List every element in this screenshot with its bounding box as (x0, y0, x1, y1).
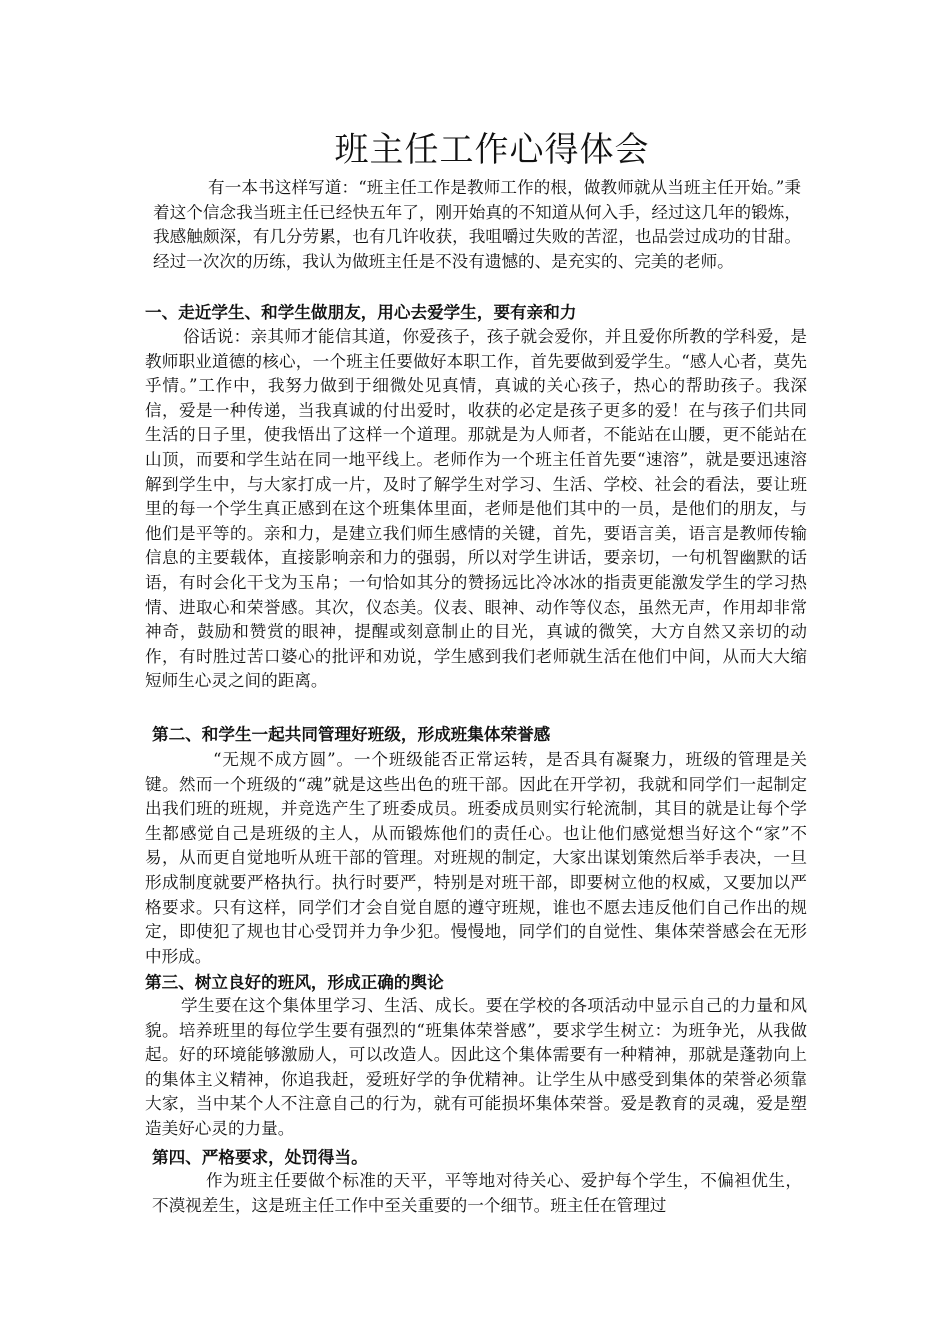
document-title: 班主任工作心得体会 (334, 130, 650, 170)
section-3-heading: 第三、树立良好的班风，形成正确的舆论 (145, 972, 444, 992)
section-1-text: 俗话说：亲其师才能信其道，你爱孩子，孩子就会爱你，并且爱你所教的学科爱，是教师职业道德的核心，一个班主任要做好本职工作，首先要做到爱学生。“感人心者，莫先乎情。”工作中，我努力做到于细微处见真情，真诚的关心孩子，热心的帮助孩子。我深信，爱是一种传递，当我真诚的付出爱时，收获的必定是孩子更多的爱！在与孩子们共同生活的日子里，使我悟出了这样一个道理。那就是为人师者，不能站在山腰，更不能站在山顶，而要和学生站在同一地平线上。老师作为一个班主任首先要“速溶”，就是要迅速溶解到学生中，与大家打成一片，及时了解学生对学习、生活、学校、社会的看法，要让班里的每一个学生真正感到在这个班集体里面，老师是他们其中的一员，是他们的朋友，与他们是平等的。亲和力，是建立我们师生感情的关键，首先，要语言美，语言是教师传输信息的主要载体，直接影响亲和力的强弱，所以对学生讲话，要亲切，一句机智幽默的话语，有时会化干戈为玉帛；一句恰如其分的赞扬远比冷冰冰的指责更能激发学生的学习热情、进取心和荣誉感。其次，仪态美。仪表、眼神、动作等仪态，虽然无声，作用却非常神奇，鼓励和赞赏的眼神，提醒或刻意制止的目光，真诚的微笑，大方自然又亲切的动作，有时胜过苦口婆心的批评和劝说，学生感到我们老师就生活在他们中间，从而大大缩短师生心灵之间的距离。 (145, 327, 807, 691)
section-2-text: “无规不成方圆”。一个班级能否正常运转，是否具有凝聚力，班级的管理是关键。然而一个班级的“魂”就是这些出色的班干部。因此在开学初，我就和同学们一起制定出我们班的班规，并竞选产生了班委成员。班委成员则实行轮流制，其目的就是让每个学生都感觉自己是班级的主人，从而锻炼他们的责任心。也让他们感觉想当好这个“家”不易，从而更自觉地听从班干部的管理。对班规的制定，大家出谋划策然后举手表决，一旦形成制度就要严格执行。执行时要严，特别是对班干部，即要树立他的权威，又要加以严格要求。只有这样，同学们才会自觉自愿的遵守班规，谁也不愿去违反他们自己作出的规定，即使犯了规也甘心受罚并力争少犯。慢慢地，同学们的自觉性、集体荣誉感会在无形中形成。 (145, 750, 807, 966)
section-2-heading: 第二、和学生一起共同管理好班级，形成班集体荣誉感 (152, 724, 551, 744)
section-4-text: 作为班主任要做个标准的天平，平等地对待关心、爱护每个学生，不偏袒优生，不漠视差生，这是班主任工作中至关重要的一个细节。班主任在管理过 (152, 1171, 802, 1215)
section-3-text: 学生要在这个集体里学习、生活、成长。要在学校的各项活动中显示自己的力量和风貌。培养班里的每位学生要有强烈的“班集体荣誉感”，要求学生树立：为班争光，从我做起。好的环境能够激励人，可以改造人。因此这个集体需要有一种精神，那就是蓬勃向上的集体主义精神，你追我赶，爱班好学的争优精神。让学生从中感受到集体的荣誉必须靠大家，当中某个人不注意自己的行为，就有可能损坏集体荣誉。爱是教育的灵魂，爱是塑造美好心灵的力量。 (145, 996, 807, 1138)
section-4-heading: 第四、严格要求，处罚得当。 (152, 1147, 368, 1167)
section-1-heading: 一、走近学生、和学生做朋友，用心去爱学生，要有亲和力 (145, 302, 577, 322)
intro-paragraph: 有一本书这样写道：“班主任工作是教师工作的根，做教师就从当班主任开始。”秉着这个信念我当班主任已经快五年了，刚开始真的不知道从何入手，经过这几年的锻炼，我感触颇深，有几分劳累，也有几许收获，我咀嚼过失败的苦涩，也品尝过成功的甘甜。经过一次次的历练，我认为做班主任是不没有遗憾的、是充实的、完美的老师。 (153, 178, 801, 271)
